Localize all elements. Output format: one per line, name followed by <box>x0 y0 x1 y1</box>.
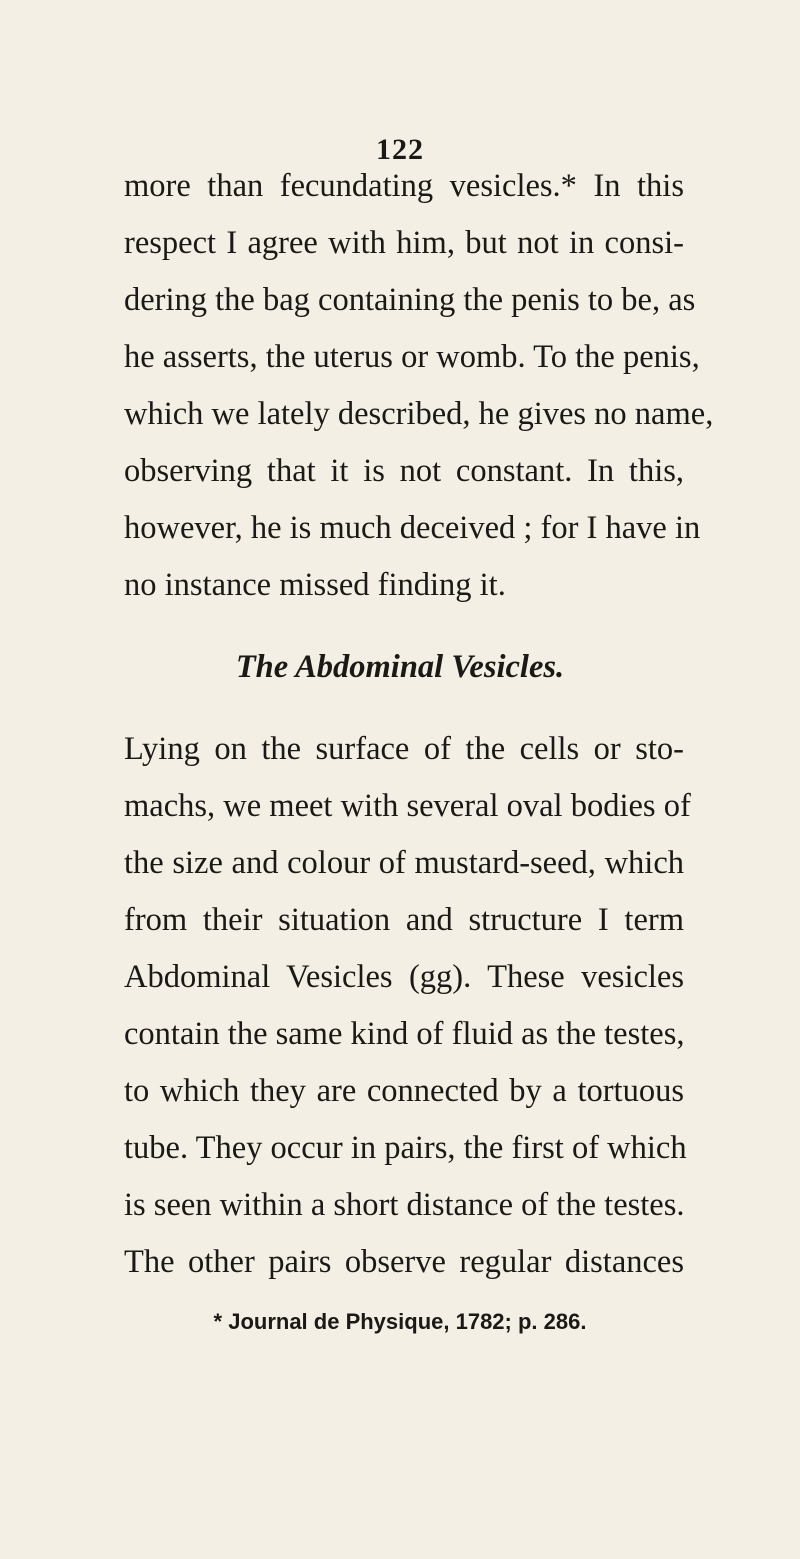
text-line: the size and colour of mustard-seed, which <box>124 845 684 881</box>
text-line: observing that it is not constant. In this, <box>124 453 684 489</box>
text-line: which we lately described, he gives no name, <box>124 396 714 432</box>
text-line: to which they are connected by a tortuous <box>124 1073 684 1109</box>
text-line: more than fecundating vesicles.* In this <box>124 168 684 204</box>
text-line: tube. They occur in pairs, the first of which <box>124 1130 687 1166</box>
text-line: respect I agree with him, but not in consi- <box>124 225 684 261</box>
text-line: Lying on the surface of the cells or sto- <box>124 731 684 767</box>
text-line: dering the bag containing the penis to be, as <box>124 282 696 318</box>
text-line: The other pairs observe regular distances <box>124 1244 684 1280</box>
text-line: machs, we meet with several oval bodies of <box>124 788 691 824</box>
text-line: he asserts, the uterus or womb. To the penis, <box>124 339 700 375</box>
text-line: is seen within a short distance of the testes. <box>124 1187 685 1223</box>
text-line: Abdominal Vesicles (gg). These vesicles <box>124 959 684 995</box>
section-heading: The Abdominal Vesicles. <box>235 649 565 685</box>
footnote: * Journal de Physique, 1782; p. 286. <box>213 1309 587 1334</box>
text-line: no instance missed finding it. <box>124 567 506 603</box>
text-line: contain the same kind of fluid as the testes, <box>124 1016 685 1052</box>
page-number: 122 <box>376 133 424 166</box>
text-line: from their situation and structure I term <box>124 902 684 938</box>
text-line: however, he is much deceived ; for I have in <box>124 510 701 546</box>
